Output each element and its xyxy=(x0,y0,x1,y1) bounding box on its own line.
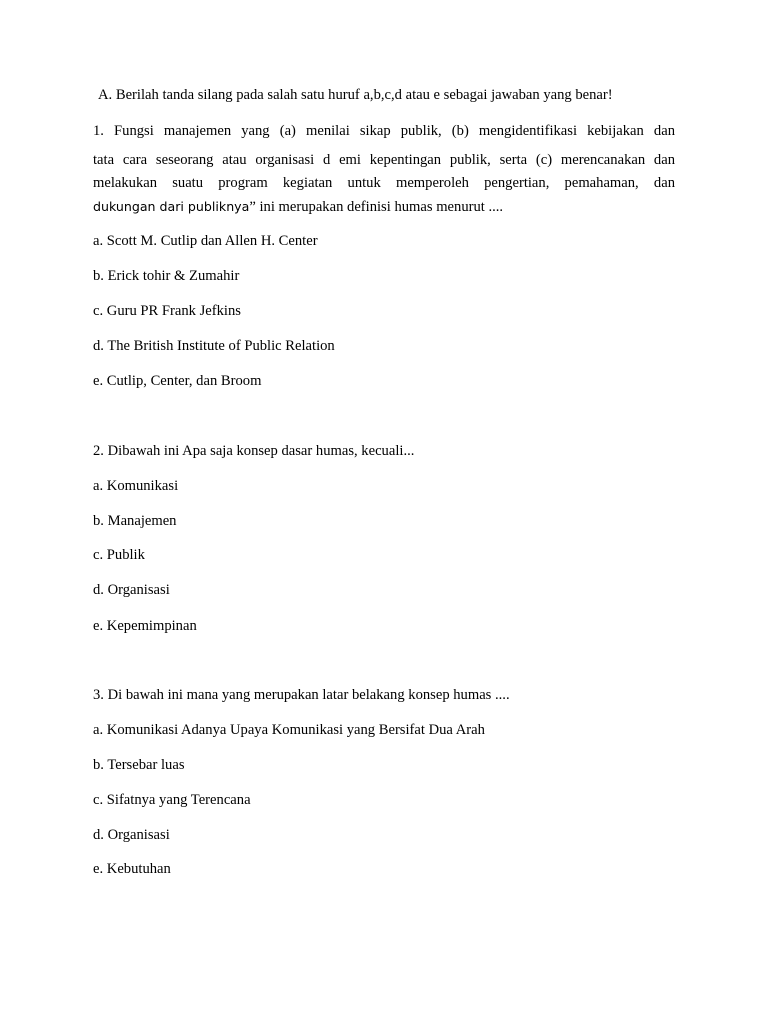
question-2-option-c[interactable]: c. Publik xyxy=(93,547,145,563)
question-1-line-4-sans: dukungan dari publiknya xyxy=(93,199,250,214)
question-3-option-b[interactable]: b. Tersebar luas xyxy=(93,757,185,773)
question-1-option-c[interactable]: c. Guru PR Frank Jefkins xyxy=(93,303,241,319)
question-1-line-1: 1. Fungsi manajemen yang (a) menilai sikap publik, (b) mengidentifikasi kebijakan dan xyxy=(93,123,675,139)
question-1-line-4-serif: ” ini merupakan definisi humas menurut .... xyxy=(249,199,504,215)
question-3-option-d[interactable]: d. Organisasi xyxy=(93,827,170,843)
question-1-option-a[interactable]: a. Scott M. Cutlip dan Allen H. Center xyxy=(93,233,318,249)
instruction-text: A. Berilah tanda silang pada salah satu huruf a,b,c,d atau e sebagai jawaban yang benar! xyxy=(98,87,613,103)
question-1-option-d[interactable]: d. The British Institute of Public Relation xyxy=(93,338,335,354)
question-3-option-e[interactable]: e. Kebutuhan xyxy=(93,861,171,877)
question-1-line-3: melakukan suatu program kegiatan untuk memperoleh pengertian, pemahaman, dan xyxy=(93,175,675,191)
question-1-line-2: tata cara seseorang atau organisasi d emi kepentingan publik, serta (c) merencanakan dan xyxy=(93,152,675,168)
question-2-option-d[interactable]: d. Organisasi xyxy=(93,582,170,598)
question-3-option-c[interactable]: c. Sifatnya yang Terencana xyxy=(93,792,251,808)
question-1-option-b[interactable]: b. Erick tohir & Zumahir xyxy=(93,268,240,284)
question-2-option-b[interactable]: b. Manajemen xyxy=(93,513,177,529)
question-1-option-e[interactable]: e. Cutlip, Center, dan Broom xyxy=(93,373,262,389)
question-2-option-e[interactable]: e. Kepemimpinan xyxy=(93,618,197,634)
question-2-option-a[interactable]: a. Komunikasi xyxy=(93,478,179,494)
question-3-option-a[interactable]: a. Komunikasi Adanya Upaya Komunikasi yang Bersifat Dua Arah xyxy=(93,722,485,738)
question-1-line-4 xyxy=(93,200,503,215)
question-3-stem: 3. Di bawah ini mana yang merupakan latar belakang konsep humas .... xyxy=(93,687,510,703)
question-2-stem: 2. Dibawah ini Apa saja konsep dasar humas, kecuali... xyxy=(93,443,415,459)
